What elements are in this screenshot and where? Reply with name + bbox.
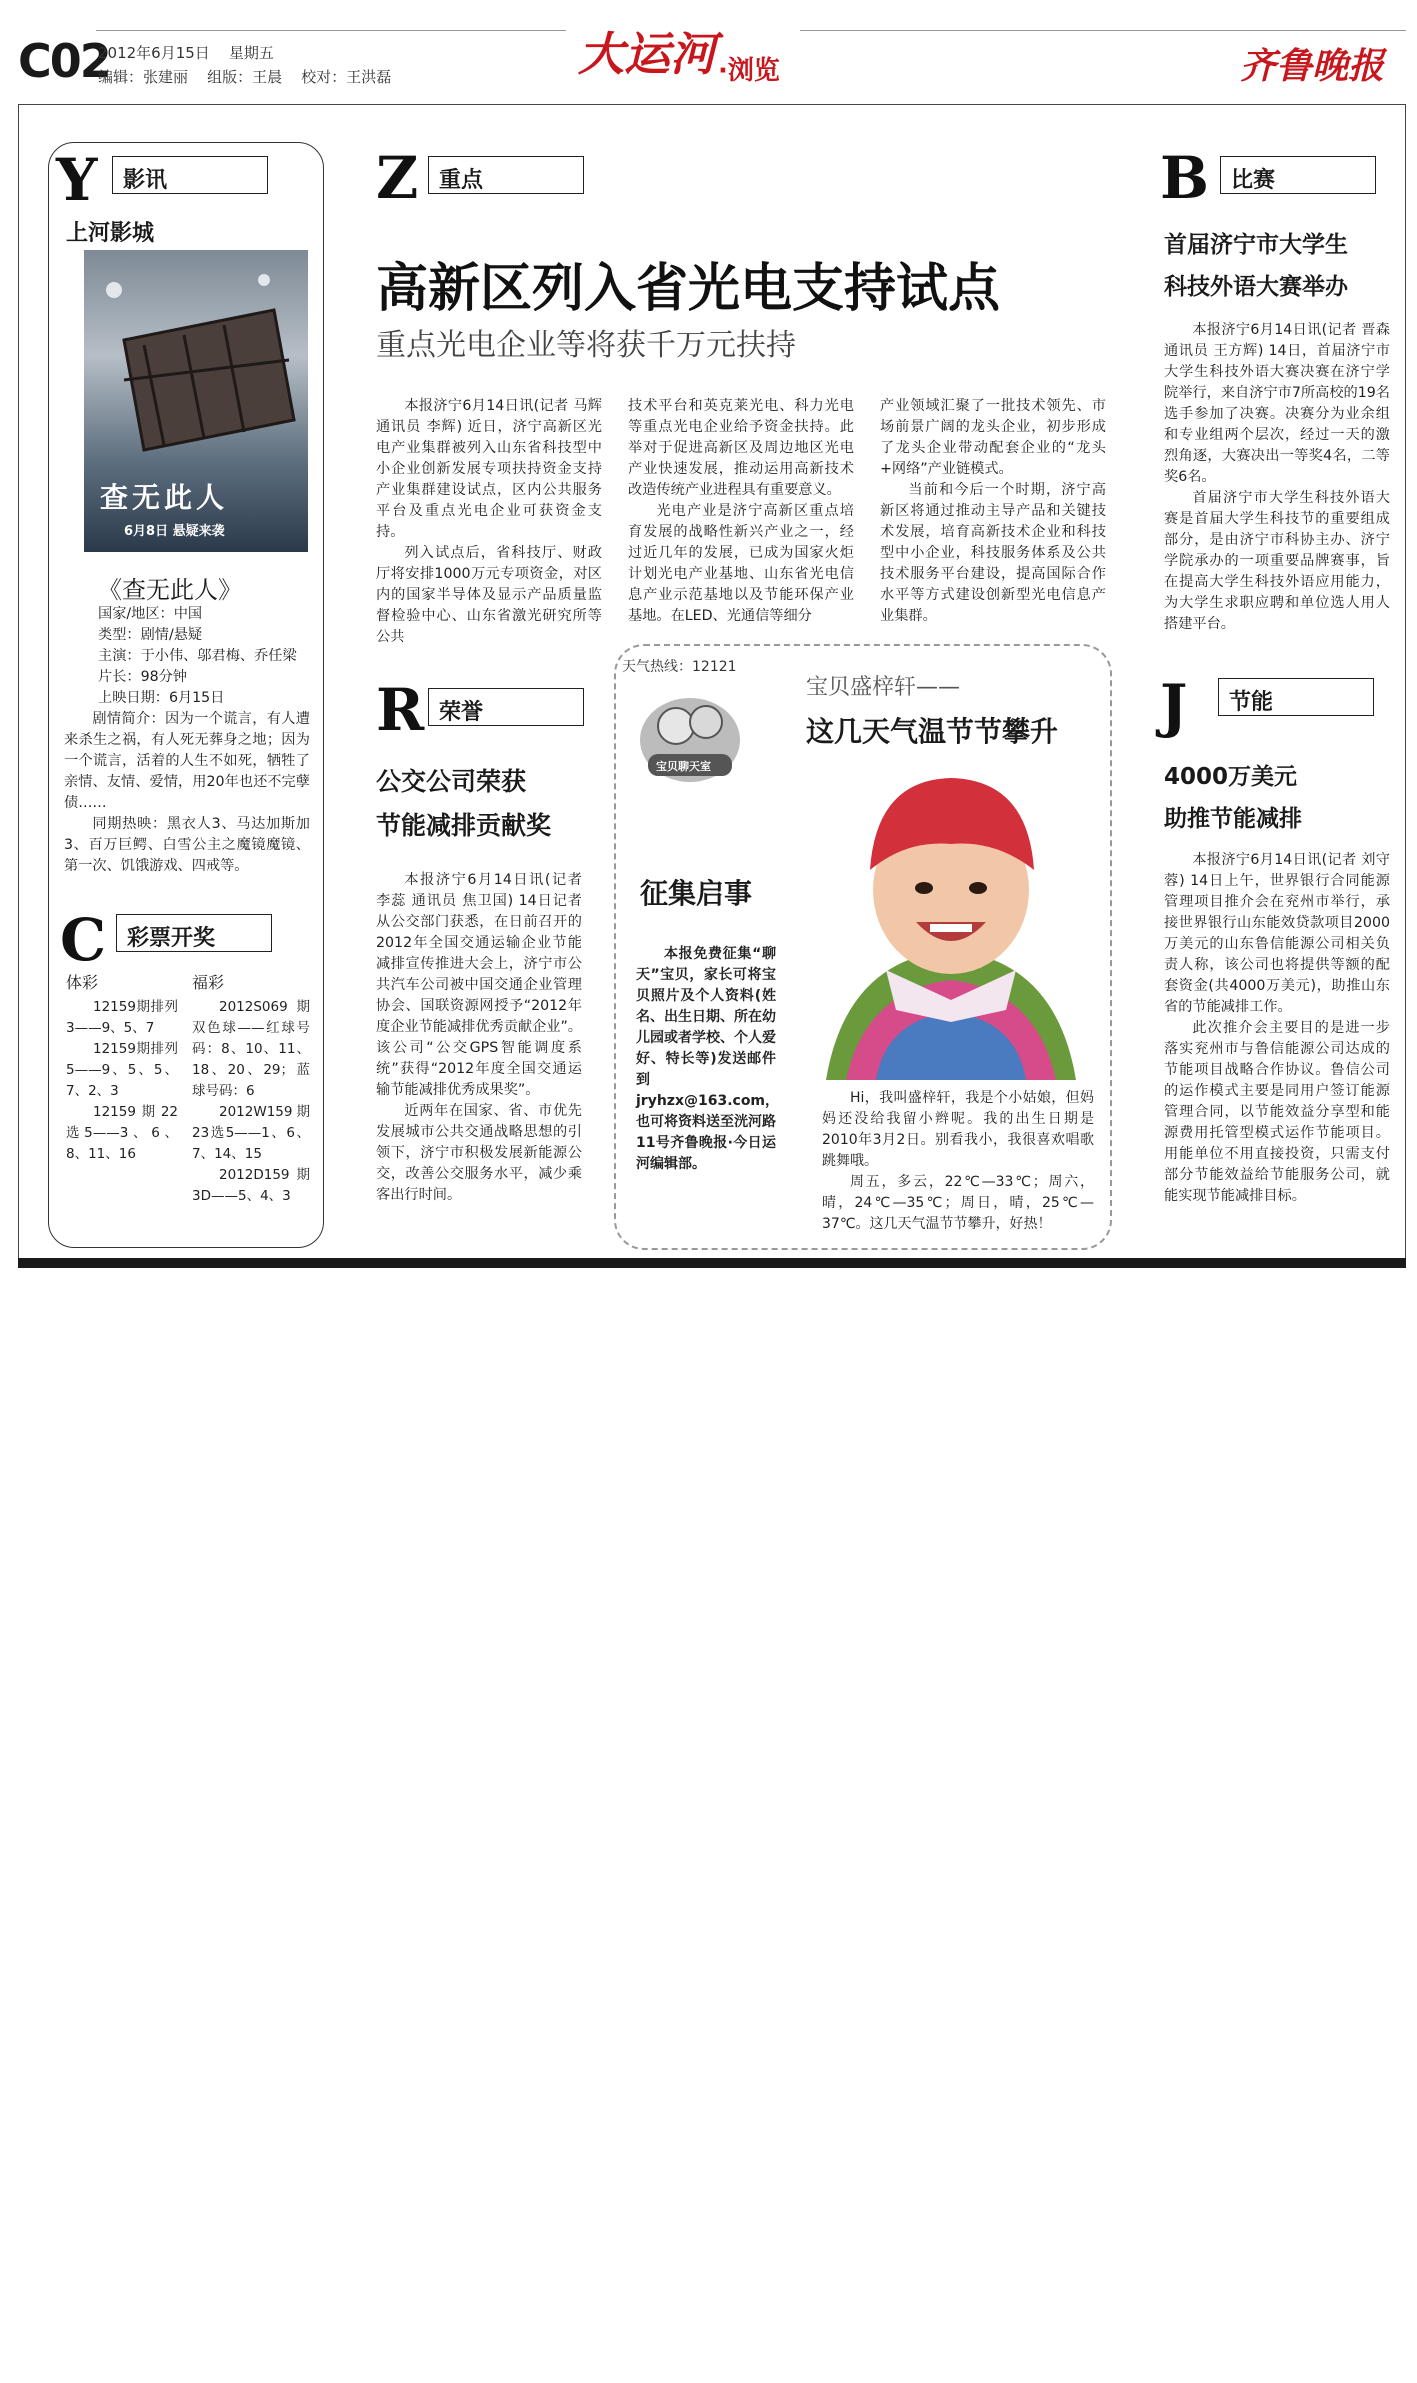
header-rule-right — [800, 30, 1406, 31]
movie-synopsis-block — [64, 709, 310, 877]
main-column-3 — [880, 396, 1106, 627]
header-staff-line — [98, 66, 391, 87]
poster-date: 6月8日 悬疑来袭 — [124, 524, 225, 539]
lottery-welfare-line: 2012D159期3D——5、4、3 — [192, 1167, 310, 1204]
energy-paragraph: 此次推介会主要目的是进一步落实兖州市与鲁信能源公司达成的节能项目战略合作协议。鲁信公司的运作模式主要是同用户签订能源管理合同，以节能效益分享型和能源费用托管型模式运作节能项目。用能单位不用直接投资，只需支付部分节能效益给节能服务公司，就能实现节能减排目标。 — [1164, 1020, 1390, 1204]
section-tag-energy: 节能 — [1218, 678, 1374, 716]
energy-paragraph: 本报济宁6月14日讯(记者 刘守蓉) 14日上午，世界银行合同能源管理项目推介会在兖州市举行，承接世界银行山东能效贷款项目2000万美元的山东鲁信能源公司相关负责人称，该公司也将提供等额的配套资金(共4000万美元)，助推山东省的节能减排工作。 — [1164, 852, 1390, 1015]
contest-paragraph: 首届济宁市大学生科技外语大赛是首届大学生科技节的重要组成部分，是由济宁市科协主办、济宁学院承办的一项重要品牌赛事，旨在提高大学生科技外语应用能力，为大学生求职应聘和单位选人用人搭建平台。 — [1164, 490, 1390, 632]
brand-section: ·浏览 — [718, 56, 780, 86]
movie-genre: 类型：剧情/悬疑 — [98, 627, 203, 643]
header-weekday: 星期五 — [228, 44, 274, 62]
baby-text-block — [822, 1088, 1094, 1235]
honor-paragraph: 近两年在国家、省、市优先发展城市公共交通战略思想的引领下，济宁市积极发展新能源公交，改善公交服务水平，减少乘客出行时间。 — [376, 1103, 582, 1203]
contest-body — [1164, 320, 1390, 635]
page-code: C02 — [18, 34, 110, 88]
header-date: 2012年6月15日 — [98, 44, 210, 62]
movie-title: 《查无此人》 — [98, 576, 242, 604]
main-paragraph: 列入试点后，省科技厅、财政厅将安排1000万元专项资金，对区内的国家半导体及显示产品质量监督检验中心、山东省激光研究所等公共 — [376, 545, 602, 645]
main-headline: 高新区列入省光电支持试点 — [376, 259, 1001, 319]
chat-logo-icon — [636, 682, 744, 790]
header-proof: 校对：王洪磊 — [301, 68, 392, 86]
main-paragraph: 当前和今后一个时期，济宁高新区将通过推动主导产品和关键技术发展，培育高新技术企业和科技型中小企业，科技服务体系及公共技术服务平台建设，提高国际合作水平等方式建设创新型光电信息产业集群。 — [880, 482, 1106, 624]
section-letter-c: C — [60, 906, 107, 974]
section-letter-j: J — [1160, 672, 1188, 740]
movie-cast: 主演：于小伟、邬君梅、乔任梁 — [98, 648, 297, 664]
movie-also-showing: 同期热映：黑衣人3、马达加斯加3、百万巨鳄、白雪公主之魔镜魔镜、第一次、饥饿游戏、四戒等。 — [64, 816, 310, 874]
honor-headline-2: 节能减排贡献奖 — [376, 811, 552, 840]
lottery-welfare-line: 2012S069期双色球——红球号码：8、10、11、18、20、29；蓝球号码：6 — [192, 999, 310, 1099]
main-column-1 — [376, 396, 602, 648]
chat-logo-text: 宝贝聊天室 — [656, 760, 711, 773]
notice-body: 本报免费征集“聊天”宝贝，家长可将宝贝照片及个人资料(姓名、出生日期、所在幼儿园或者学校、个人爱好、特长等)发送邮件到jryhzx@163.com，也可将资料送至洸河路11号齐鲁晚报·今日运河编辑部。 — [636, 946, 780, 1172]
main-paragraph: 技术平台和英克莱光电、科力光电等重点光电企业给予资金扶持。此举对于促进高新区及周边地区光电产业快速发展，推动运用高新技术改造传统产业进程具有重要意义。 — [628, 398, 854, 498]
main-paragraph: 本报济宁6月14日讯(记者 马辉 通讯员 李辉) 近日，济宁高新区光电产业集群被列入山东省科技型中小企业创新发展专项扶持资金支持产业集群建设试点，区内公共服务平台及重点光电企业可获资金支持。 — [376, 398, 602, 540]
baby-photo — [806, 760, 1096, 1080]
movie-length: 片长：98分钟 — [98, 669, 187, 685]
movie-synopsis: 剧情简介：因为一个谎言，有人遭来杀生之祸，有人死无葬身之地；因为一个谎言，活着的人生不如死，牺牲了亲情、友情、爱情，用20年也还不完孽债…… — [64, 711, 310, 811]
lottery-sports — [66, 972, 178, 1165]
section-tag-honor: 荣誉 — [428, 688, 584, 726]
contest-headline-2: 科技外语大赛举办 — [1164, 274, 1348, 300]
header-rule-left — [96, 30, 566, 31]
energy-body — [1164, 850, 1390, 1207]
main-column-2 — [628, 396, 854, 627]
contest-headline-1: 首届济宁市大学生 — [1164, 232, 1348, 258]
baby-photo-art — [806, 760, 1096, 1080]
section-letter-z: Z — [376, 144, 419, 212]
brand-logo: 大运河 — [578, 27, 716, 81]
movie-release: 上映日期：6月15日 — [98, 690, 225, 706]
header-editor: 编辑：张建丽 — [98, 68, 189, 86]
lottery-welfare-head: 福彩 — [192, 973, 225, 992]
lottery-sports-head: 体彩 — [66, 973, 99, 992]
weather-hotline: 天气热线：12121 — [622, 659, 737, 675]
baby-intro: Hi，我叫盛梓轩，我是个小姑娘，但妈妈还没给我留小辫呢。我的出生日期是2010年3月2日。别看我小，我很喜欢唱歌跳舞哦。 — [822, 1090, 1094, 1169]
lottery-sports-line: 12159期排列5——9、5、5、7、2、3 — [66, 1041, 178, 1099]
honor-paragraph: 本报济宁6月14日讯(记者 李蕊 通讯员 焦卫国) 14日记者从公交部门获悉，在日前召开的2012年全国交通运输企业节能减排宣传推进大会上，济宁市公共汽车公司被中国交通企业管理协会、国联资源网授予“2012年度企业节能减排优秀贡献企业”。该公司“公交GPS智能调度系统”获得“2012年度全国交通运输节能减排优秀成果奖”。 — [376, 872, 582, 1098]
notice-title: 征集启事 — [640, 877, 753, 910]
header-date-line — [98, 42, 274, 63]
section-tag-lottery: 彩票开奖 — [116, 914, 272, 952]
honor-body — [376, 870, 582, 1206]
lottery-welfare-line: 2012W159期23选5——1、6、7、14、15 — [192, 1104, 310, 1162]
notice-body-block — [636, 944, 780, 1175]
newspaper-logo: 齐鲁晚报 — [1240, 45, 1385, 87]
main-paragraph: 光电产业是济宁高新区重点培育发展的战略性新兴产业之一，经过近几年的发展，已成为国家火炬计划光电产业基地、山东省光电信息产业示范基地以及节能环保产业基地。在LED、光通信等细分 — [628, 503, 854, 624]
weather-forecast: 周五，多云，22℃—33℃；周六，晴，24℃—35℃；周日，晴，25℃—37℃。这几天气温节节攀升，好热！ — [822, 1174, 1094, 1232]
energy-headline-1: 4000万美元 — [1164, 764, 1298, 790]
header-layout: 组版：王晨 — [207, 68, 283, 86]
main-paragraph: 产业领域汇聚了一批技术领先、市场前景广阔的龙头企业，初步形成了龙头企业带动配套企业的“龙头+网络”产业链模式。 — [880, 398, 1106, 477]
section-letter-r: R — [376, 676, 425, 744]
baby-name: 宝贝盛梓轩—— — [806, 675, 961, 700]
poster-title: 查无此人 — [100, 481, 229, 514]
lottery-sports-line: 12159期22选5——3、6、8、11、16 — [66, 1104, 178, 1162]
section-tag-contest: 比赛 — [1220, 156, 1376, 194]
page-bottom-bar — [18, 1258, 1406, 1268]
section-tag-movie: 影讯 — [112, 156, 268, 194]
section-letter-b: B — [1160, 144, 1210, 212]
honor-headline-1: 公交公司荣获 — [376, 767, 527, 796]
lottery-welfare — [192, 972, 310, 1207]
section-tag-focus: 重点 — [428, 156, 584, 194]
cinema-name: 上河影城 — [66, 221, 155, 246]
movie-country: 国家/地区：中国 — [98, 606, 203, 622]
contest-paragraph: 本报济宁6月14日讯(记者 晋森 通讯员 王方辉) 14日，首届济宁市大学生科技外语大赛决赛在济宁学院举行，来自济宁市7所高校的19名选手参加了决赛。决赛分为业余组和专业组两个层次，经过一天的激烈角逐，大赛决出一等奖4名，二等奖6名。 — [1164, 322, 1390, 485]
section-letter-y: Y — [56, 146, 98, 214]
movie-poster — [84, 250, 308, 552]
energy-headline-2: 助推节能减排 — [1164, 806, 1302, 832]
lottery-sports-line: 12159期排列3——9、5、7 — [66, 999, 178, 1036]
movie-info — [98, 604, 310, 709]
weather-headline: 这几天气温节节攀升 — [806, 715, 1059, 748]
main-subhead: 重点光电企业等将获千万元扶持 — [376, 328, 796, 363]
